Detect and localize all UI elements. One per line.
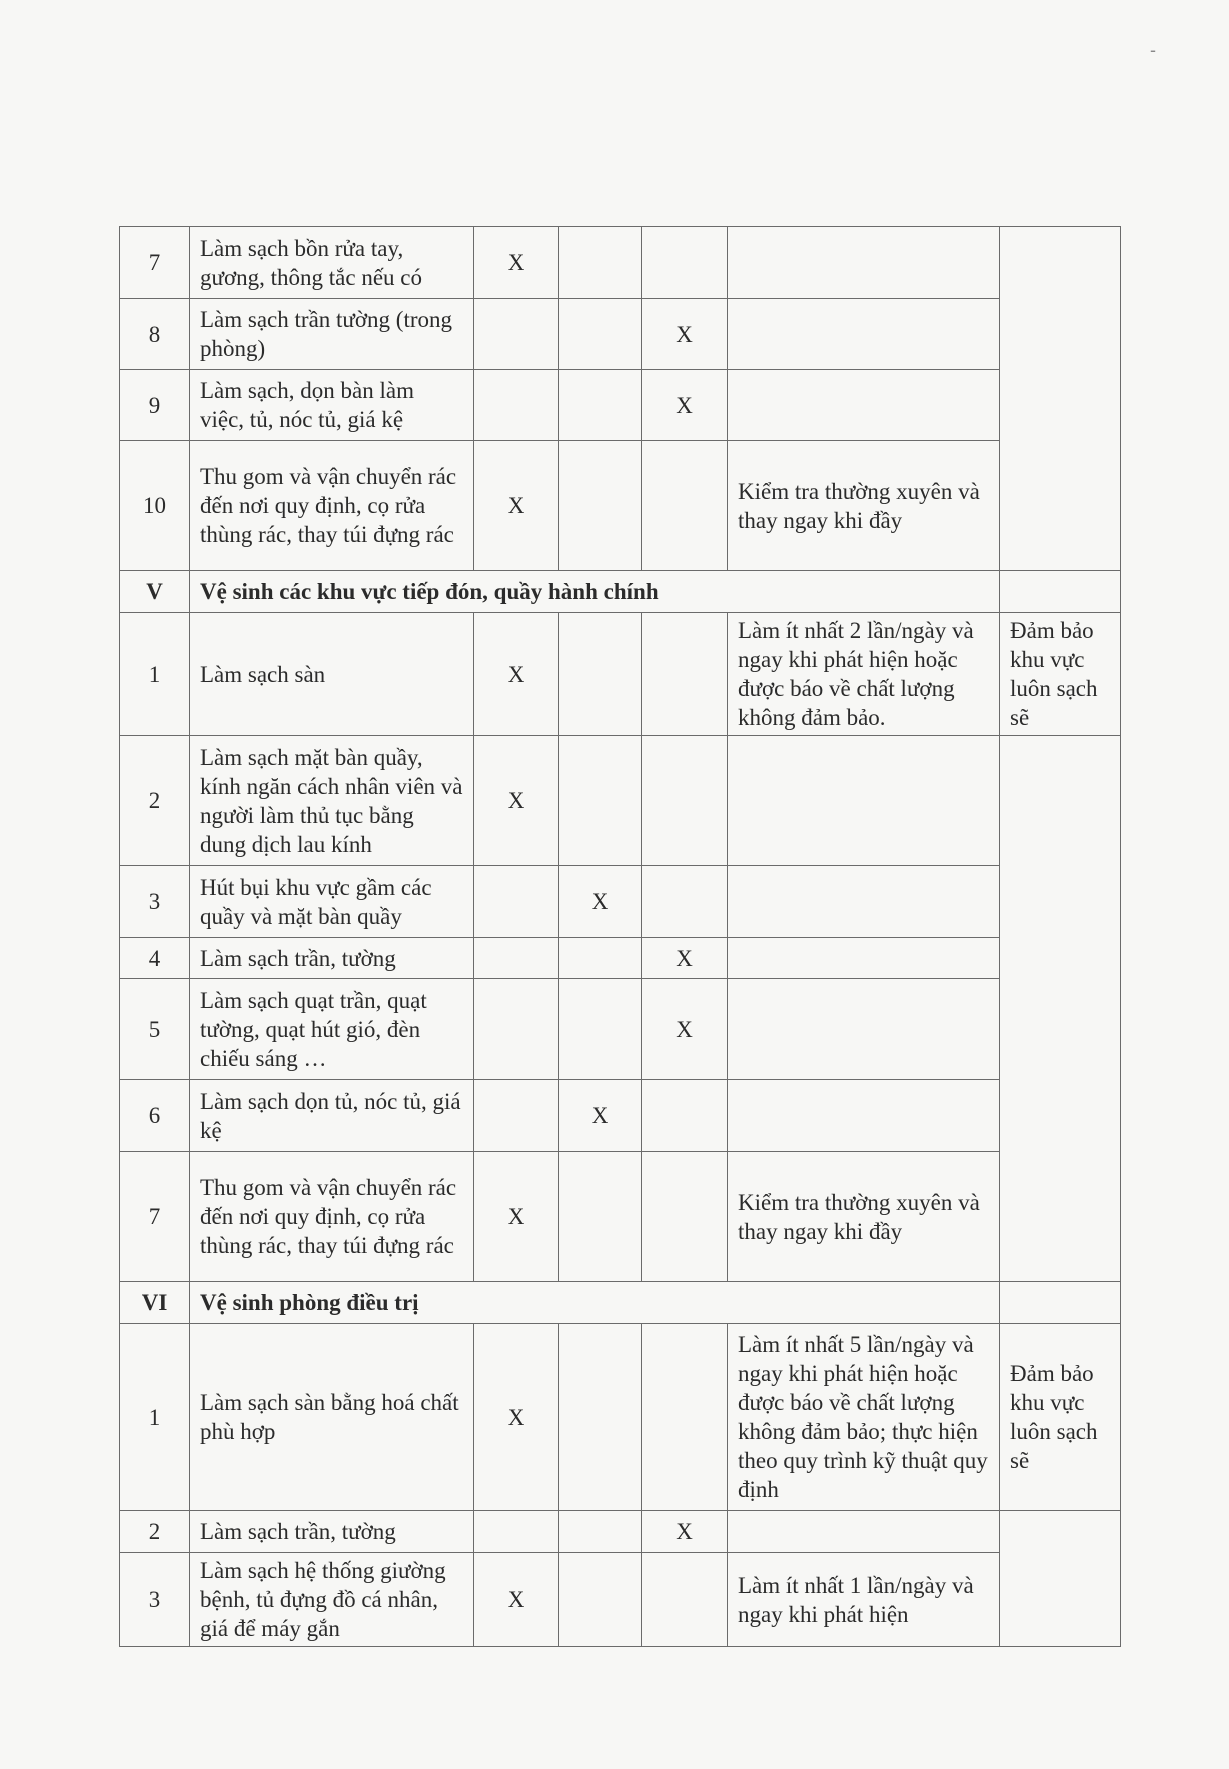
section-number: V bbox=[120, 571, 190, 613]
task-cell: Làm sạch mặt bàn quầy, kính ngăn cách nhân viên và người làm thủ tục bằng dung dịch lau kính bbox=[190, 736, 474, 866]
weekly-mark bbox=[559, 299, 642, 370]
note-cell: Kiểm tra thường xuyên và thay ngay khi đầy bbox=[728, 1152, 1000, 1282]
section-header-row bbox=[120, 571, 1121, 613]
row-number: 2 bbox=[120, 1511, 190, 1553]
row-number: 8 bbox=[120, 299, 190, 370]
monthly-mark: X bbox=[642, 299, 728, 370]
task-cell: Làm sạch trần tường (trong phòng) bbox=[190, 299, 474, 370]
weekly-mark bbox=[559, 1324, 642, 1511]
daily-mark: X bbox=[474, 441, 559, 571]
monthly-mark bbox=[642, 613, 728, 736]
table-row bbox=[120, 299, 1121, 370]
row-number: 10 bbox=[120, 441, 190, 571]
note-cell bbox=[728, 866, 1000, 938]
weekly-mark bbox=[559, 227, 642, 299]
table-row bbox=[120, 227, 1121, 299]
daily-mark bbox=[474, 979, 559, 1080]
note-cell bbox=[728, 370, 1000, 441]
task-cell: Làm sạch trần, tường bbox=[190, 938, 474, 979]
row-number: 1 bbox=[120, 613, 190, 736]
corner-mark: - bbox=[1150, 40, 1156, 60]
monthly-mark: X bbox=[642, 1511, 728, 1553]
table-row bbox=[120, 736, 1121, 866]
monthly-mark bbox=[642, 736, 728, 866]
task-cell: Làm sạch sàn bằng hoá chất phù hợp bbox=[190, 1324, 474, 1511]
row-number: 7 bbox=[120, 1152, 190, 1282]
note-cell: Làm ít nhất 2 lần/ngày và ngay khi phát hiện hoặc được báo về chất lượng không đảm bảo. bbox=[728, 613, 1000, 736]
section-title: Vệ sinh các khu vực tiếp đón, quầy hành chính bbox=[190, 571, 1000, 613]
row-number: 1 bbox=[120, 1324, 190, 1511]
requirement-cell bbox=[1000, 736, 1121, 1282]
row-number: 2 bbox=[120, 736, 190, 866]
daily-mark bbox=[474, 866, 559, 938]
weekly-mark: X bbox=[559, 1080, 642, 1152]
note-cell bbox=[728, 227, 1000, 299]
weekly-mark: X bbox=[559, 866, 642, 938]
section-header-row bbox=[120, 1282, 1121, 1324]
note-cell: Kiểm tra thường xuyên và thay ngay khi đầy bbox=[728, 441, 1000, 571]
note-cell bbox=[728, 299, 1000, 370]
monthly-mark bbox=[642, 441, 728, 571]
weekly-mark bbox=[559, 736, 642, 866]
table-row bbox=[120, 1553, 1121, 1647]
section-title: Vệ sinh phòng điều trị bbox=[190, 1282, 1000, 1324]
requirement-cell bbox=[1000, 227, 1121, 571]
daily-mark bbox=[474, 1511, 559, 1553]
task-cell: Làm sạch hệ thống giường bệnh, tủ đựng đồ cá nhân, giá để máy gắn bbox=[190, 1553, 474, 1647]
table-row bbox=[120, 370, 1121, 441]
daily-mark: X bbox=[474, 1553, 559, 1647]
monthly-mark bbox=[642, 866, 728, 938]
row-number: 5 bbox=[120, 979, 190, 1080]
section-number: VI bbox=[120, 1282, 190, 1324]
note-cell bbox=[728, 736, 1000, 866]
table-row bbox=[120, 1080, 1121, 1152]
table-row bbox=[120, 938, 1121, 979]
note-cell: Làm ít nhất 1 lần/ngày và ngay khi phát hiện bbox=[728, 1553, 1000, 1647]
table-row bbox=[120, 1324, 1121, 1511]
row-number: 4 bbox=[120, 938, 190, 979]
daily-mark: X bbox=[474, 227, 559, 299]
task-cell: Làm sạch dọn tủ, nóc tủ, giá kệ bbox=[190, 1080, 474, 1152]
note-cell bbox=[728, 1080, 1000, 1152]
daily-mark bbox=[474, 938, 559, 979]
task-cell: Thu gom và vận chuyển rác đến nơi quy định, cọ rửa thùng rác, thay túi đựng rác bbox=[190, 1152, 474, 1282]
requirement-cell: Đảm bảo khu vực luôn sạch sẽ bbox=[1000, 1324, 1121, 1511]
task-cell: Thu gom và vận chuyển rác đến nơi quy định, cọ rửa thùng rác, thay túi đựng rác bbox=[190, 441, 474, 571]
weekly-mark bbox=[559, 1511, 642, 1553]
requirement-cell bbox=[1000, 1511, 1121, 1647]
row-number: 6 bbox=[120, 1080, 190, 1152]
weekly-mark bbox=[559, 938, 642, 979]
table-row bbox=[120, 1511, 1121, 1553]
monthly-mark: X bbox=[642, 938, 728, 979]
row-number: 3 bbox=[120, 1553, 190, 1647]
task-cell: Làm sạch sàn bbox=[190, 613, 474, 736]
weekly-mark bbox=[559, 613, 642, 736]
table-row bbox=[120, 866, 1121, 938]
task-cell: Làm sạch quạt trần, quạt tường, quạt hút gió, đèn chiếu sáng … bbox=[190, 979, 474, 1080]
monthly-mark bbox=[642, 1152, 728, 1282]
cleaning-schedule-table bbox=[119, 226, 1121, 1647]
task-cell: Hút bụi khu vực gầm các quầy và mặt bàn quầy bbox=[190, 866, 474, 938]
requirement-cell: Đảm bảo khu vực luôn sạch sẽ bbox=[1000, 613, 1121, 736]
table-row bbox=[120, 979, 1121, 1080]
daily-mark: X bbox=[474, 736, 559, 866]
daily-mark bbox=[474, 370, 559, 441]
weekly-mark bbox=[559, 1152, 642, 1282]
table-row bbox=[120, 613, 1121, 736]
row-number: 9 bbox=[120, 370, 190, 441]
note-cell bbox=[728, 1511, 1000, 1553]
daily-mark: X bbox=[474, 1152, 559, 1282]
note-cell bbox=[728, 938, 1000, 979]
row-number: 3 bbox=[120, 866, 190, 938]
row-number: 7 bbox=[120, 227, 190, 299]
daily-mark: X bbox=[474, 1324, 559, 1511]
weekly-mark bbox=[559, 979, 642, 1080]
weekly-mark bbox=[559, 441, 642, 571]
daily-mark bbox=[474, 1080, 559, 1152]
task-cell: Làm sạch bồn rửa tay, gương, thông tắc nếu có bbox=[190, 227, 474, 299]
task-cell: Làm sạch trần, tường bbox=[190, 1511, 474, 1553]
note-cell: Làm ít nhất 5 lần/ngày và ngay khi phát hiện hoặc được báo về chất lượng không đảm bảo; thực hiện theo quy trình kỹ thuật quy định bbox=[728, 1324, 1000, 1511]
task-cell: Làm sạch, dọn bàn làm việc, tủ, nóc tủ, giá kệ bbox=[190, 370, 474, 441]
table-row bbox=[120, 441, 1121, 571]
monthly-mark bbox=[642, 1080, 728, 1152]
table-row bbox=[120, 1152, 1121, 1282]
daily-mark bbox=[474, 299, 559, 370]
monthly-mark: X bbox=[642, 979, 728, 1080]
daily-mark: X bbox=[474, 613, 559, 736]
monthly-mark bbox=[642, 1324, 728, 1511]
weekly-mark bbox=[559, 1553, 642, 1647]
monthly-mark bbox=[642, 227, 728, 299]
section-header-empty bbox=[1000, 1282, 1121, 1324]
monthly-mark: X bbox=[642, 370, 728, 441]
weekly-mark bbox=[559, 370, 642, 441]
monthly-mark bbox=[642, 1553, 728, 1647]
note-cell bbox=[728, 979, 1000, 1080]
section-header-empty bbox=[1000, 571, 1121, 613]
